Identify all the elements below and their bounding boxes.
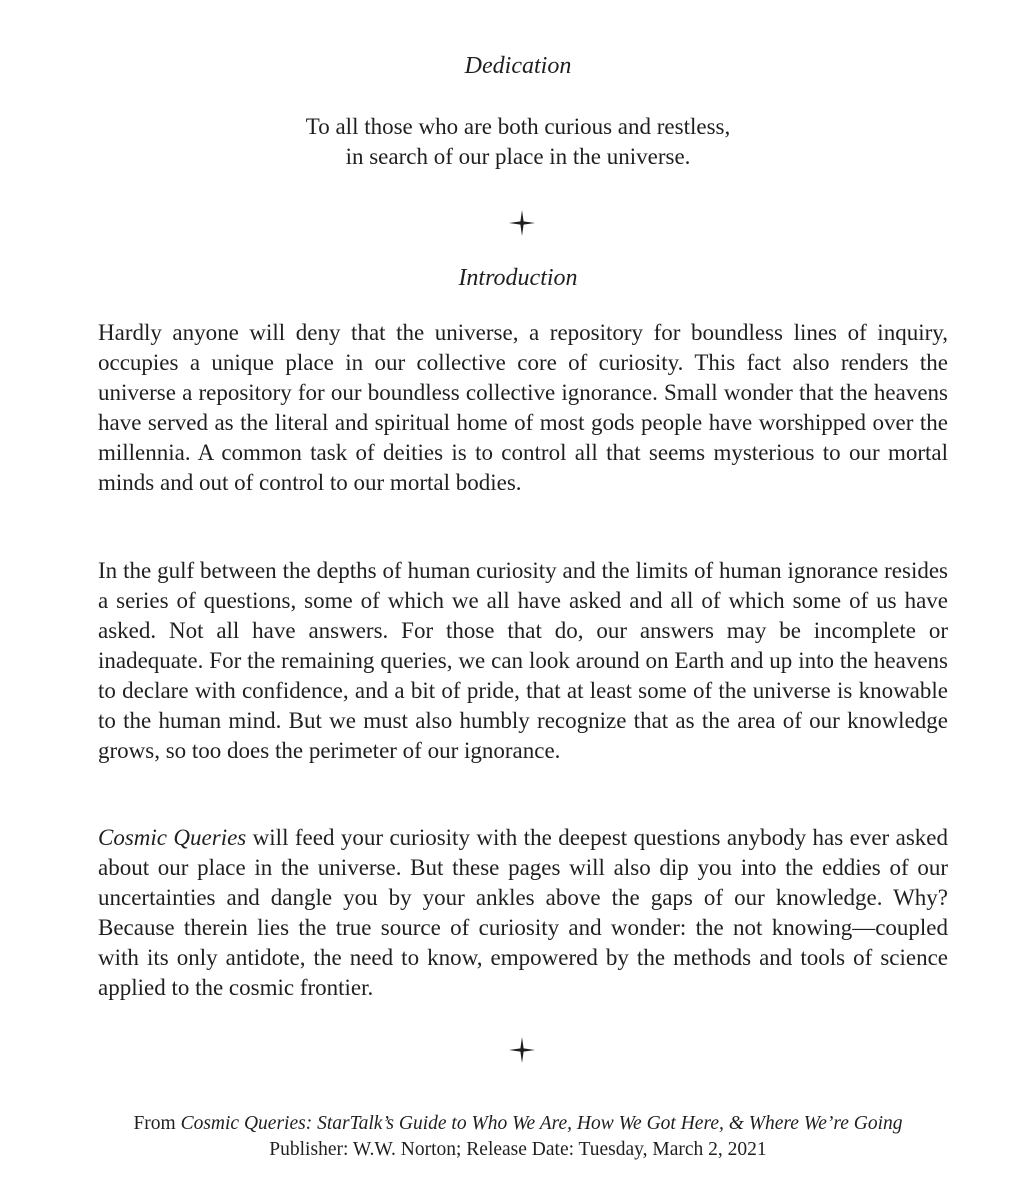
footer-book-title: Cosmic Queries: [180, 1113, 313, 1134]
footer-publisher-line: Publisher: W.W. Norton; Release Date: Tuesday, March 2, 2021 [269, 1139, 767, 1160]
book-title-italic: Cosmic Queries [98, 825, 247, 850]
footer-book-subtitle: StarTalk’s Guide to Who We Are, How We Got Here, & Where We’re Going [312, 1113, 903, 1134]
four-point-star-icon [508, 1036, 536, 1064]
dedication-heading: Dedication [464, 53, 572, 79]
intro-paragraph-3-text: will feed your curiosity with the deepest questions anybody has ever asked about our place in the universe. But these pages will also dip you into the eddies of our uncertainties and dangle you by your ankles above the gaps of our knowledge. Why? Because therein lies the true source of curiosity and wonder: the not knowing—coupled with its only antidote, the need to know, empowered by the methods and tools of science applied to the cosmic frontier. [98, 825, 948, 1000]
four-point-star-icon [508, 209, 536, 237]
intro-paragraph-1: Hardly anyone will deny that the universe, a repository for boundless lines of inquiry, occupies a unique place in our collective core of curiosity. This fact also renders the universe a repository for our boundless collective ignorance. Small wonder that the heavens have served as the literal and spiritual home of most gods people have worshipped over the millennia. A common task of deities is to control all that seems mysterious to our mortal minds and out of control to our mortal bodies. [98, 320, 948, 495]
intro-paragraph-2: In the gulf between the depths of human curiosity and the limits of human ignorance resides a series of questions, some of which we all have asked and all of which some of us have asked. Not all have answers. For those that do, our answers may be incomplete or inadequate. For the remaining queries, we can look around on Earth and up into the heavens to declare with confidence, and a bit of pride, that at least some of the universe is knowable to the human mind. But we must also humbly recognize that as the area of our knowledge grows, so too does the perimeter of our ignorance. [98, 558, 948, 763]
footer-source-line [0, 1111, 1036, 1137]
dedication-line-1: To all those who are both curious and restless, [305, 114, 731, 139]
intro-paragraph-3 [98, 823, 948, 1003]
dedication-line-2: in search of our place in the universe. [345, 144, 691, 169]
introduction-heading: Introduction [458, 265, 578, 291]
footer-from-label: From [133, 1113, 181, 1134]
